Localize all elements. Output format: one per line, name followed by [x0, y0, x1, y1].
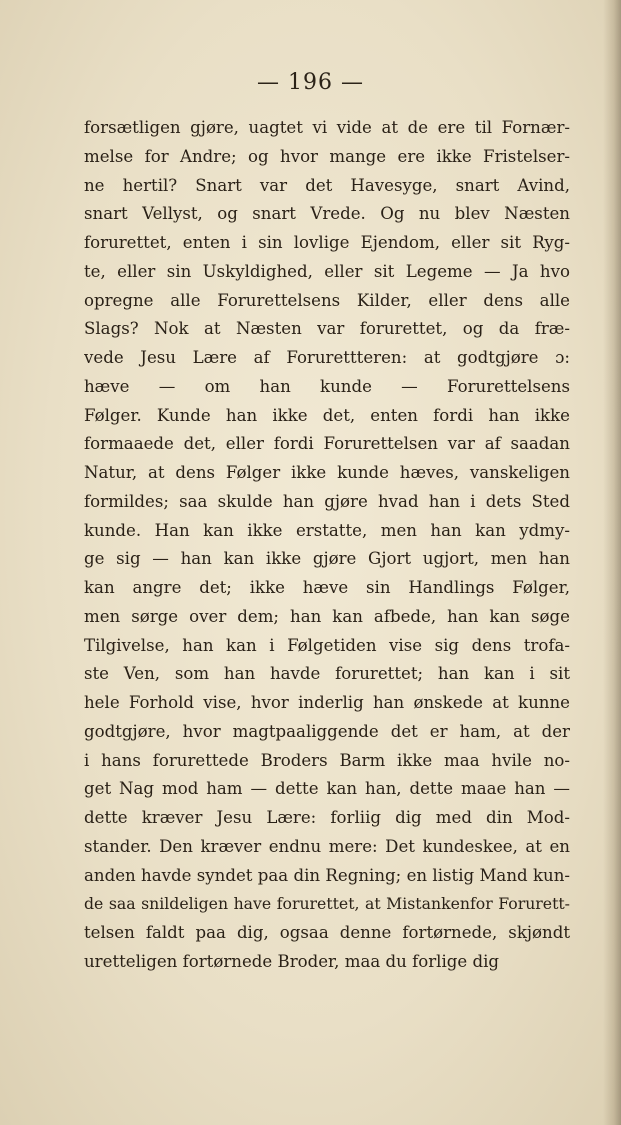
text-line: uretteligen fortørnede Broder, maa du forlige dig [84, 951, 500, 971]
text-line: opregne alle Forurettelsens Kilder, eller dens alle [84, 290, 570, 310]
text-line: i hans forurettede Broders Barm ikke maa hvile no- [84, 750, 570, 770]
text-line: godtgjøre, hvor magtpaaliggende det er ham, at der [84, 721, 570, 741]
text-line: anden havde syndet paa din Regning; en listig Mand kun- [84, 865, 570, 885]
text-line: ste Ven, som han havde forurettet; han kan i sit [84, 664, 570, 684]
text-line: snart Vellyst, og snart Vrede. Og nu blev Næsten [84, 204, 570, 224]
text-line: get Nag mod ham — dette kan han, dette maae han — [84, 779, 570, 799]
text-line: vede Jesu Lære af Forurettteren: at godtgjøre ɔ: [84, 348, 570, 367]
text-line: ne hertil? Snart var det Havesyge, snart Avind, [84, 175, 570, 195]
text-line: melse for Andre; og hvor mange ere ikke Fristelser- [84, 146, 570, 166]
text-line: ge sig — han kan ikke gjøre Gjort ugjort, men han [84, 549, 570, 569]
text-line: kan angre det; ikke hæve sin Handlings Følger, [84, 578, 570, 597]
text-line: forsætligen gjøre, uagtet vi vide at de ere til Fornær- [84, 118, 570, 137]
text-line: stander. Den kræver endnu mere: Det kundeskee, at en [84, 836, 570, 856]
text-line: hele Forhold vise, hvor inderlig han ønskede at kunne [84, 693, 570, 712]
text-line: hæve — om han kunde — Forurettelsens [84, 376, 570, 396]
text-line: formildes; saa skulde han gjøre hvad han i dets Sted [84, 491, 570, 511]
text-line: Slags? Nok at Næsten var forurettet, og da fræ- [84, 319, 570, 339]
text-line: de saa snildeligen have forurettet, at Mistankenfor Forurett- [84, 894, 570, 914]
text-line: forurettet, enten i sin lovlige Ejendom, eller sit Ryg- [84, 233, 570, 252]
text-line: te, eller sin Uskyldighed, eller sit Legeme — Ja hvo [84, 261, 570, 281]
text-line: formaaede det, eller fordi Forurettelsen var af saadan [84, 434, 570, 454]
text-line: Følger. Kunde han ikke det, enten fordi han ikke [84, 405, 570, 425]
page-edge-shadow [603, 0, 621, 1125]
text-line: men sørge over dem; han kan afbede, han kan søge [84, 606, 570, 626]
text-line: telsen faldt paa dig, ogsaa denne fortørnede, skjøndt [84, 923, 570, 942]
text-line: kunde. Han kan ikke erstatte, men han kan ydmy- [84, 520, 570, 540]
page-number: — 196 — [257, 70, 364, 95]
body-text [84, 114, 570, 977]
text-line: Tilgivelse, han kan i Følgetiden vise sig dens trofa- [84, 635, 570, 655]
text-line: dette kræver Jesu Lære: forliig dig med din Mod- [84, 808, 570, 827]
text-line: Natur, at dens Følger ikke kunde hæves, vanskeligen [84, 463, 570, 482]
